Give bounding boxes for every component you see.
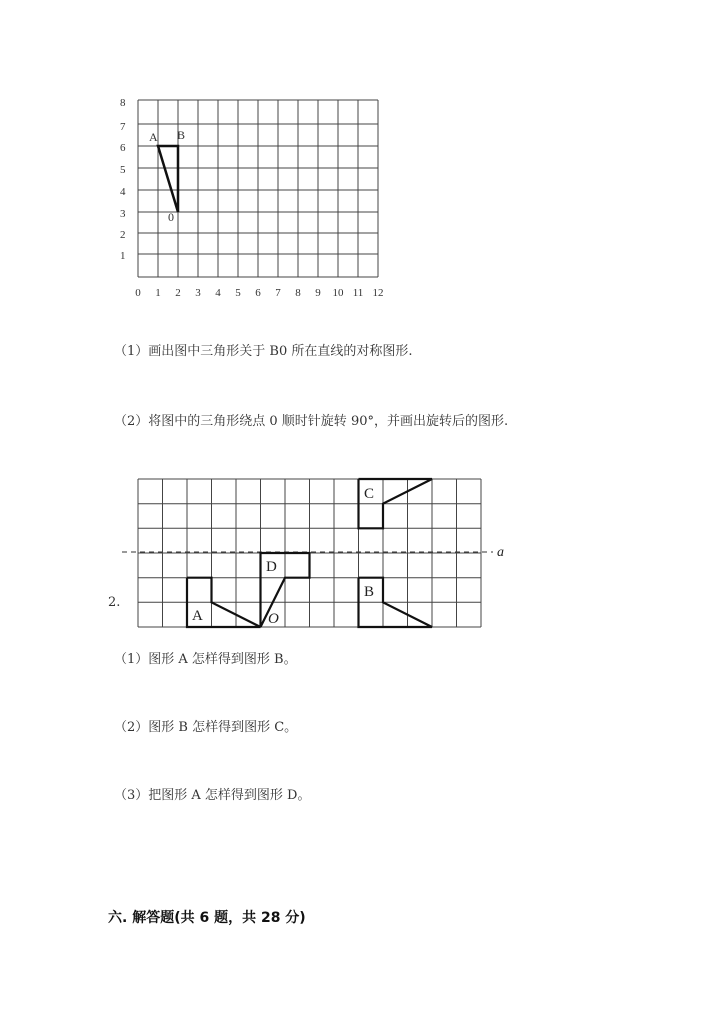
question2-part3: （3）把图形 A 怎样得到图形 D。 <box>114 788 311 803</box>
x-tick: 12 <box>372 287 384 299</box>
y-tick: 3 <box>120 208 126 220</box>
y-tick: 4 <box>120 186 126 198</box>
y-tick: 5 <box>120 164 126 176</box>
x-tick: 2 <box>175 287 181 299</box>
x-tick: 9 <box>315 287 321 299</box>
x-tick: 10 <box>332 287 344 299</box>
x-tick: 1 <box>155 287 161 299</box>
line-a-label: a <box>497 545 504 560</box>
y-tick: 7 <box>120 121 126 133</box>
shape-c-label: C <box>364 486 375 502</box>
x-tick: 11 <box>352 287 364 299</box>
question2-number: 2. <box>108 595 121 610</box>
grid-lines <box>138 100 378 277</box>
y-tick: 1 <box>120 250 126 262</box>
y-tick: 2 <box>120 229 126 241</box>
y-tick: 8 <box>120 97 126 109</box>
y-tick: 6 <box>120 142 126 154</box>
figure-2-grid <box>118 475 518 635</box>
y-axis-ticks <box>120 97 126 262</box>
x-tick: 4 <box>215 287 221 299</box>
question2-part1: （1）图形 A 怎样得到图形 B。 <box>114 652 297 667</box>
x-tick: 3 <box>195 287 201 299</box>
x-tick: 8 <box>295 287 301 299</box>
question1-part1: （1）画出图中三角形关于 B0 所在直线的对称图形. <box>114 344 413 359</box>
shape-b-label: B <box>364 584 375 600</box>
point-a-label: A <box>149 130 158 144</box>
point-o-label: 0 <box>168 210 174 224</box>
shape-d-label: D <box>266 559 277 575</box>
point-b-label: B <box>177 128 186 142</box>
section-6-title: 六. 解答题(共 6 题，共 28 分) <box>108 910 306 926</box>
point-o-label: O <box>268 611 279 627</box>
question1-part2: （2）将图中的三角形绕点 0 顺时针旋转 90°，并画出旋转后的图形. <box>114 414 509 429</box>
x-tick: 6 <box>255 287 261 299</box>
x-tick: 5 <box>235 287 241 299</box>
shape-a-label: A <box>192 608 203 624</box>
figure-1-grid <box>100 90 400 305</box>
x-axis-ticks <box>135 287 383 299</box>
x-tick: 0 <box>135 287 141 299</box>
triangle-abo <box>158 146 178 212</box>
x-tick: 7 <box>275 287 281 299</box>
question2-part2: （2）图形 B 怎样得到图形 C。 <box>114 720 298 735</box>
